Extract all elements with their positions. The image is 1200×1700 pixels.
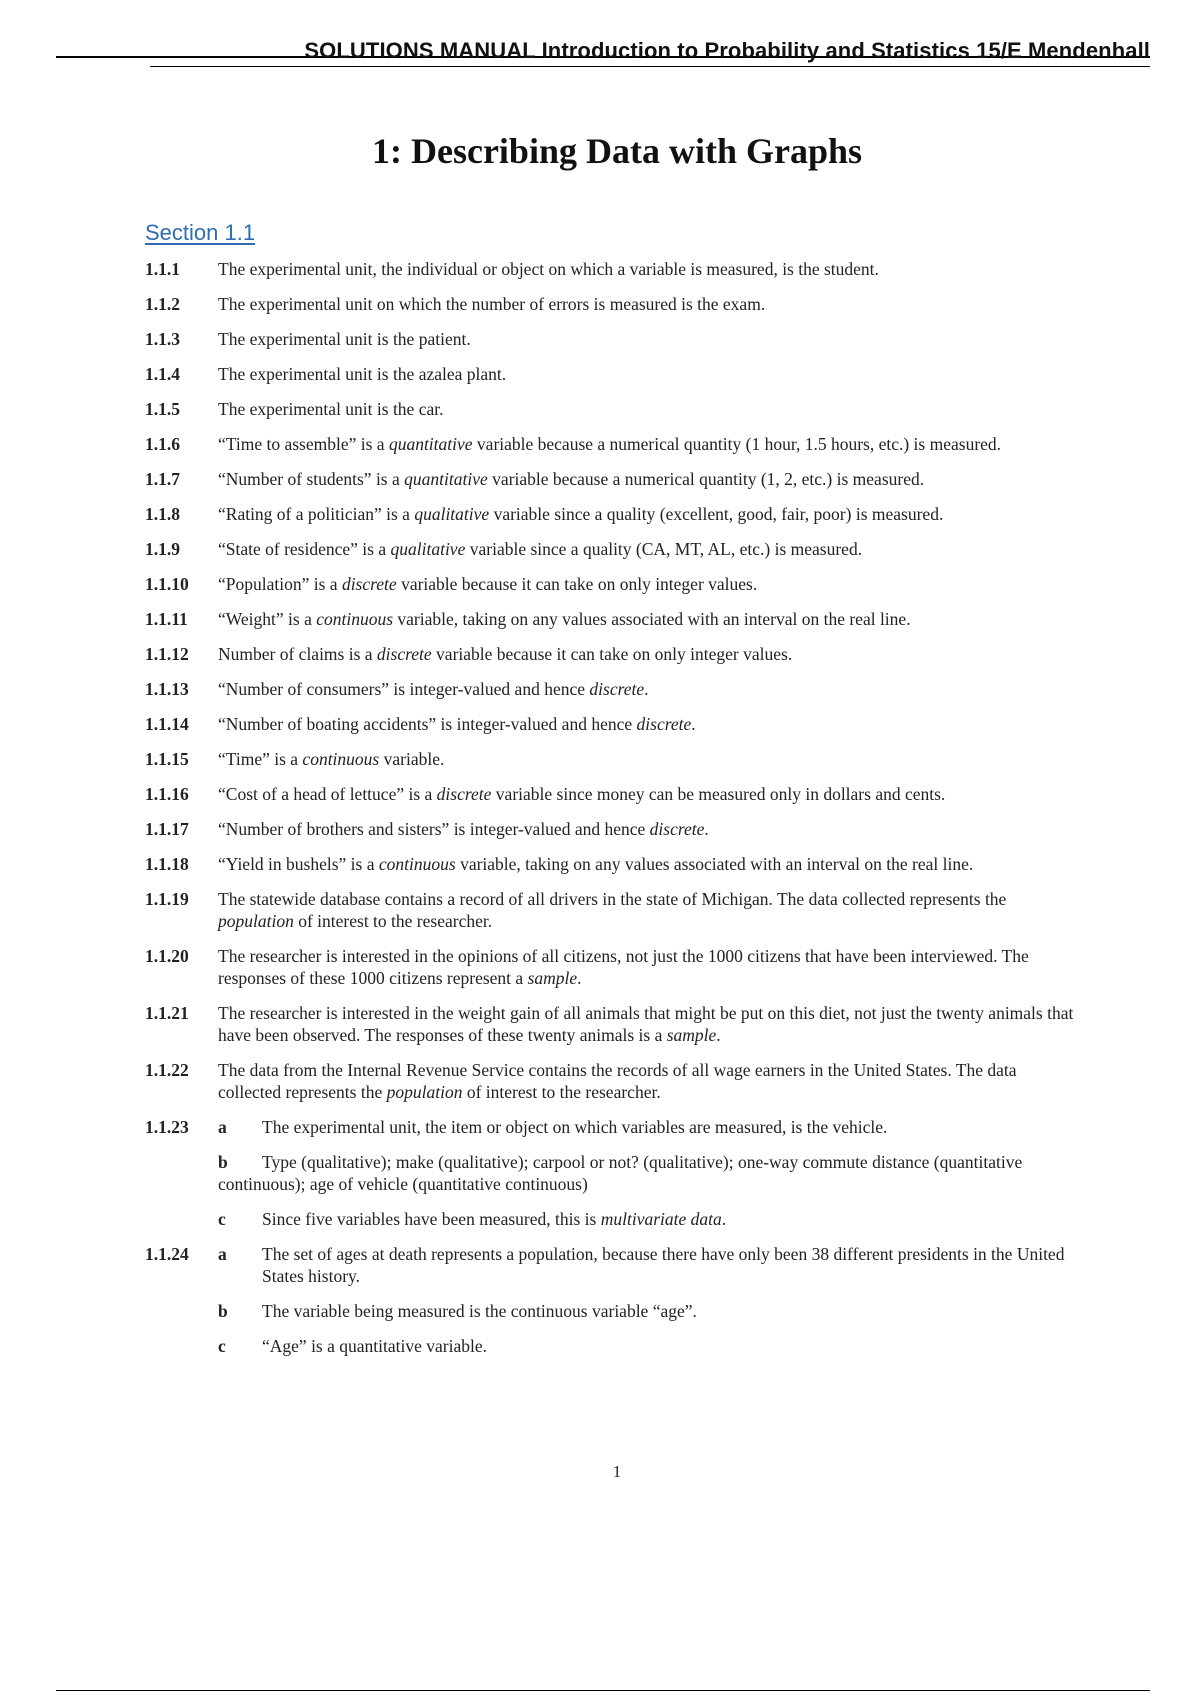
problem-term: population (218, 911, 294, 931)
problem-text-pre: The statewide database contains a record of all drivers in the state of Michigan. The data collected represents the (218, 889, 1007, 909)
problem-1-1-16 (145, 783, 1080, 805)
problem-text-post: . (644, 679, 649, 699)
part-label: a (218, 1244, 227, 1264)
header-underline (150, 66, 1150, 67)
problem-text-post: . (704, 819, 709, 839)
problem-number: 1.1.22 (145, 1060, 189, 1080)
problem-text-pre: The researcher is interested in the weight gain of all animals that might be put on this diet, not just the twenty animals that have been observed. The responses of these twenty animals is a (218, 1003, 1074, 1045)
problem-1-1-20 (145, 945, 1080, 989)
problem-number: 1.1.8 (145, 504, 180, 524)
problem-text-post: of interest to the researcher. (462, 1082, 661, 1102)
problem-number: 1.1.7 (145, 469, 180, 489)
problem-text-pre: Number of claims is a (218, 644, 377, 664)
problem-number: 1.1.16 (145, 784, 189, 804)
part-a (218, 1116, 1080, 1138)
problem-1-1-11 (145, 608, 1080, 630)
problem-1-1-12 (145, 643, 1080, 665)
part-text: The set of ages at death represents a population, because there have only been 38 different presidents in the United States history. (262, 1244, 1065, 1286)
part-text: Type (qualitative); make (qualitative); carpool or not? (qualitative); one-way commute distance (quantitative continuous); age of vehicle (quantitative continuous) (218, 1152, 1023, 1194)
problem-number: 1.1.23 (145, 1117, 189, 1137)
problem-term: qualitative (390, 539, 466, 559)
problem-term: discrete (436, 784, 492, 804)
problem-number: 1.1.10 (145, 574, 189, 594)
part-label: c (218, 1209, 226, 1229)
problem-text-post: of interest to the researcher. (293, 911, 493, 931)
problem-number: 1.1.1 (145, 259, 180, 279)
problem-term: discrete (341, 574, 397, 594)
problem-text-pre: “Number of boating accidents” is integer-valued and hence (218, 714, 637, 734)
problem-text-pre: The researcher is interested in the opinions of all citizens, not just the 1000 citizens that have been interviewed. The responses of these 1000 citizens represent a (218, 946, 1029, 988)
problem-term: continuous (302, 749, 380, 769)
manual-header: SOLUTIONS MANUAL Introduction to Probability and Statistics 15/E Mendenhall (304, 38, 1150, 63)
problem-1-1-23 (145, 1116, 1080, 1230)
problem-1-1-7 (145, 468, 1080, 490)
problem-term: quantitative (388, 434, 473, 454)
problem-text: The experimental unit is the car. (218, 399, 444, 419)
problem-number: 1.1.20 (145, 946, 189, 966)
problem-term: discrete (636, 714, 692, 734)
problem-text-post: variable, taking on any values associated with an interval on the real line. (455, 854, 974, 874)
problem-text-post: variable because a numerical quantity (1, 2, etc.) is measured. (487, 469, 925, 489)
problem-1-1-14 (145, 713, 1080, 735)
problem-1-1-10 (145, 573, 1080, 595)
problem-number: 1.1.14 (145, 714, 189, 734)
problem-text-post: variable because a numerical quantity (1 hour, 1.5 hours, etc.) is measured. (472, 434, 1002, 454)
problem-text-post: variable since a quality (excellent, good, fair, poor) is measured. (489, 504, 944, 524)
section-heading[interactable]: Section 1.1 (145, 220, 256, 245)
problem-1-1-17 (145, 818, 1080, 840)
problem-text-post: . (577, 968, 582, 988)
problem-text-pre: “Weight” is a (218, 609, 317, 629)
problem-text-pre: “Number of consumers” is integer-valued and hence (218, 679, 590, 699)
problem-1-1-6 (145, 433, 1080, 455)
problem-1-1-15 (145, 748, 1080, 770)
problem-text-post: . (691, 714, 696, 734)
problem-text-pre: “State of residence” is a (218, 539, 391, 559)
part-b (218, 1151, 1080, 1195)
problem-number: 1.1.24 (145, 1244, 189, 1264)
problem-text-pre: “Yield in bushels” is a (218, 854, 379, 874)
problem-1-1-1 (145, 258, 1080, 280)
problem-term: sample (527, 968, 578, 988)
problem-text-pre: “Population” is a (218, 574, 342, 594)
part-term: multivariate data (600, 1209, 722, 1229)
part-label: a (218, 1117, 227, 1137)
problem-term: continuous (378, 854, 456, 874)
problem-number: 1.1.15 (145, 749, 189, 769)
problem-term: discrete (649, 819, 705, 839)
problem-number: 1.1.17 (145, 819, 189, 839)
problem-text-post: variable since money can be measured only in dollars and cents. (491, 784, 946, 804)
problem-text-post: . (716, 1025, 721, 1045)
part-text-pre: Since five variables have been measured, this is (262, 1209, 601, 1229)
part-label: c (218, 1336, 226, 1356)
problem-term: sample (666, 1025, 717, 1045)
problem-text: The experimental unit on which the number of errors is measured is the exam. (218, 294, 766, 314)
part-label: b (218, 1301, 228, 1321)
problem-text-post: variable. (379, 749, 445, 769)
problem-number: 1.1.5 (145, 399, 180, 419)
problem-1-1-5 (145, 398, 1080, 420)
problem-1-1-19 (145, 888, 1080, 932)
problem-term: quantitative (404, 469, 488, 489)
part-a (218, 1243, 1080, 1287)
problem-number: 1.1.11 (145, 609, 188, 629)
problem-1-1-24 (145, 1243, 1080, 1357)
problem-number: 1.1.6 (145, 434, 180, 454)
problem-list (145, 258, 1080, 1370)
problem-text-post: variable because it can take on only integer values. (396, 574, 758, 594)
part-text: The experimental unit, the item or object on which variables are measured, is the vehicle. (262, 1117, 888, 1137)
problem-1-1-8 (145, 503, 1080, 525)
problem-1-1-9 (145, 538, 1080, 560)
problem-number: 1.1.21 (145, 1003, 189, 1023)
problem-term: continuous (316, 609, 394, 629)
problem-number: 1.1.19 (145, 889, 189, 909)
problem-term: qualitative (414, 504, 490, 524)
problem-text-pre: “Time to assemble” is a (218, 434, 389, 454)
problem-number: 1.1.12 (145, 644, 189, 664)
part-c (218, 1208, 1080, 1230)
problem-text-post: variable because it can take on only integer values. (431, 644, 793, 664)
problem-text-pre: “Rating of a politician” is a (218, 504, 415, 524)
problem-text-pre: The data from the Internal Revenue Service contains the records of all wage earners in the United States. The data collected represents the (218, 1060, 1017, 1102)
problem-text-pre: “Time” is a (218, 749, 303, 769)
part-text-post: . (721, 1209, 727, 1229)
footer-rule (56, 1690, 1150, 1691)
problem-number: 1.1.18 (145, 854, 189, 874)
part-b (218, 1300, 1080, 1322)
problem-text-post: variable since a quality (CA, MT, AL, etc.) is measured. (465, 539, 863, 559)
problem-number: 1.1.13 (145, 679, 189, 699)
problem-text: The experimental unit is the patient. (218, 329, 471, 349)
problem-term: discrete (589, 679, 645, 699)
problem-number: 1.1.4 (145, 364, 180, 384)
problem-1-1-13 (145, 678, 1080, 700)
problem-text: The experimental unit, the individual or object on which a variable is measured, is the student. (218, 259, 879, 279)
problem-1-1-2 (145, 293, 1080, 315)
problem-number: 1.1.3 (145, 329, 180, 349)
problem-text: The experimental unit is the azalea plant. (218, 364, 507, 384)
problem-1-1-18 (145, 853, 1080, 875)
part-label: b (218, 1152, 228, 1172)
page-number: 1 (612, 1462, 622, 1481)
problem-number: 1.1.2 (145, 294, 180, 314)
problem-text-pre: “Number of students” is a (218, 469, 405, 489)
problem-text-pre: “Number of brothers and sisters” is integer-valued and hence (218, 819, 650, 839)
chapter-title: 1: Describing Data with Graphs (371, 131, 862, 171)
part-text: The variable being measured is the continuous variable “age”. (262, 1301, 697, 1321)
part-c (218, 1335, 1080, 1357)
problem-1-1-21 (145, 1002, 1080, 1046)
problem-text-pre: “Cost of a head of lettuce” is a (218, 784, 437, 804)
problem-1-1-3 (145, 328, 1080, 350)
problem-1-1-22 (145, 1059, 1080, 1103)
problem-term: population (386, 1082, 463, 1102)
problem-text-post: variable, taking on any values associated with an interval on the real line. (393, 609, 911, 629)
problem-1-1-4 (145, 363, 1080, 385)
problem-number: 1.1.9 (145, 539, 180, 559)
part-text: “Age” is a quantitative variable. (262, 1336, 487, 1356)
problem-term: discrete (376, 644, 432, 664)
